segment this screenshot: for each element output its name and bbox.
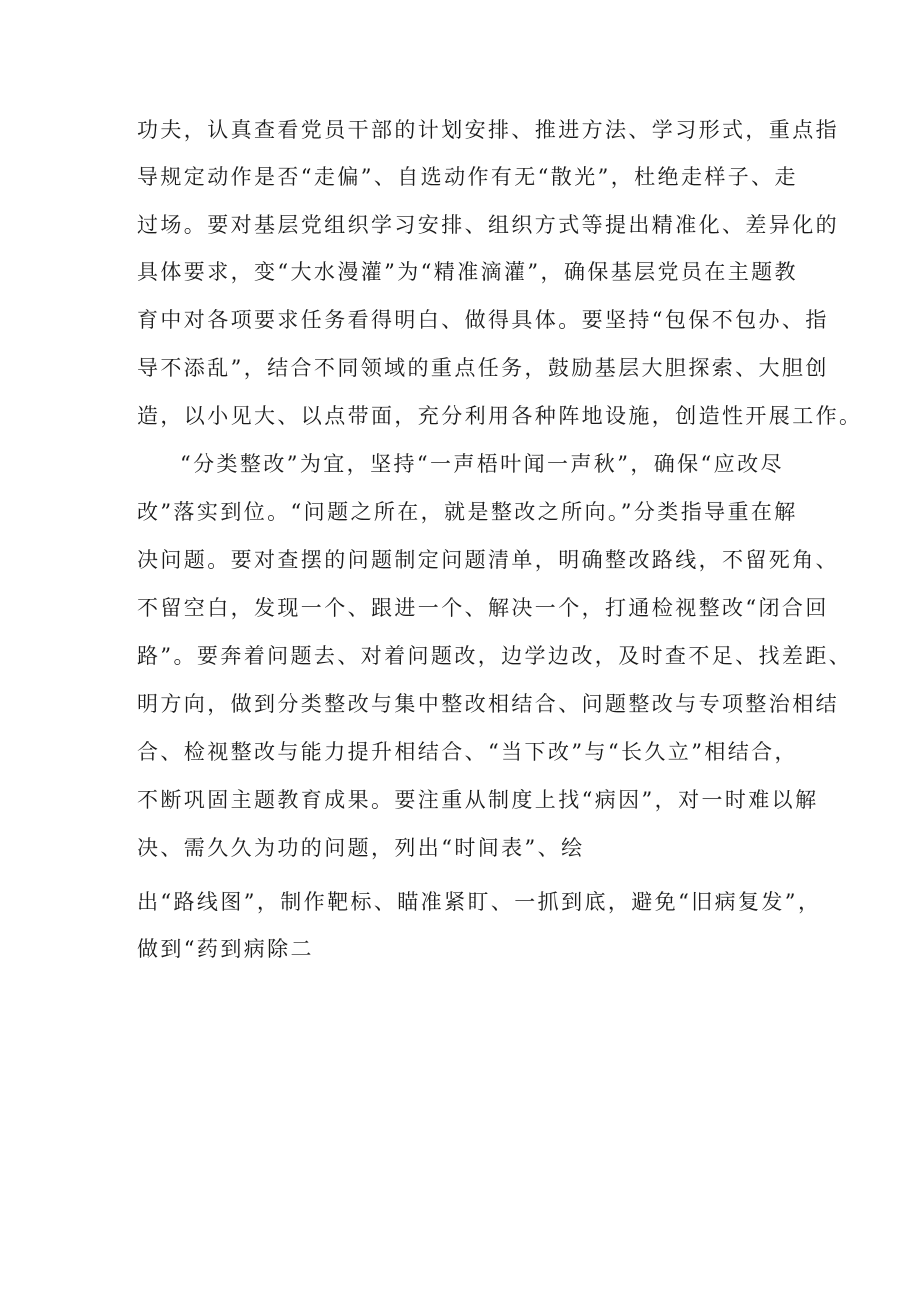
- text-line-6: 导不添乱”，结合不同领域的重点任务，鼓励基层大胆探索、大胆创: [137, 356, 829, 380]
- text-line-18: 做到“药到病除二: [137, 937, 314, 961]
- text-line-12: 路”。要奔着问题去、对着问题改，边学边改，及时查不足、找差距、: [137, 644, 853, 668]
- text-line-11: 不留空白，发现一个、跟进一个、解决一个，打通检视整改“闭合回: [137, 596, 829, 620]
- text-line-13: 明方向，做到分类整改与集中整改相结合、问题整改与专项整治相结: [137, 692, 839, 716]
- text-line-7: 造，以小见大、以点带面，充分利用各种阵地设施，创造性开展工作。: [137, 404, 863, 428]
- text-line-1: 功夫，认真查看党员干部的计划安排、推进方法、学习形式，重点指: [137, 118, 839, 142]
- text-line-17: 出“路线图”，制作靶标、瞄准紧盯、一抓到底，避免“旧病复发”，: [137, 890, 822, 914]
- text-line-5: 育中对各项要求任务看得明白、做得具体。要坚持“包保不包办、指: [137, 308, 829, 332]
- text-line-4: 具体要求，变“大水漫灌”为“精准滴灌”，确保基层党员在主题教: [137, 260, 798, 284]
- text-line-16: 决、需久久为功的问题，列出“时间表”、绘: [137, 836, 585, 860]
- text-line-15: 不断巩固主题教育成果。要注重从制度上找“病因”，对一时难以解: [137, 788, 819, 812]
- text-line-9: 改”落实到位。“问题之所在，就是整改之所向。”分类指导重在解: [137, 500, 798, 524]
- text-line-10: 决问题。要对查摆的问题制定问题清单，明确整改路线，不留死角、: [137, 548, 839, 572]
- text-line-3: 过场。要对基层党组织学习安排、组织方式等提出精准化、差异化的: [137, 213, 839, 237]
- text-line-14: 合、检视整改与能力提升相结合、“当下改”与“长久立”相结合，: [137, 740, 798, 764]
- text-line-2: 导规定动作是否“走偏”、自选动作有无“散光”，杜绝走样子、走: [137, 165, 798, 189]
- paragraph-start-line: “分类整改”为宜，坚持“一声梧叶闻一声秋”，确保“应改尽: [180, 452, 784, 476]
